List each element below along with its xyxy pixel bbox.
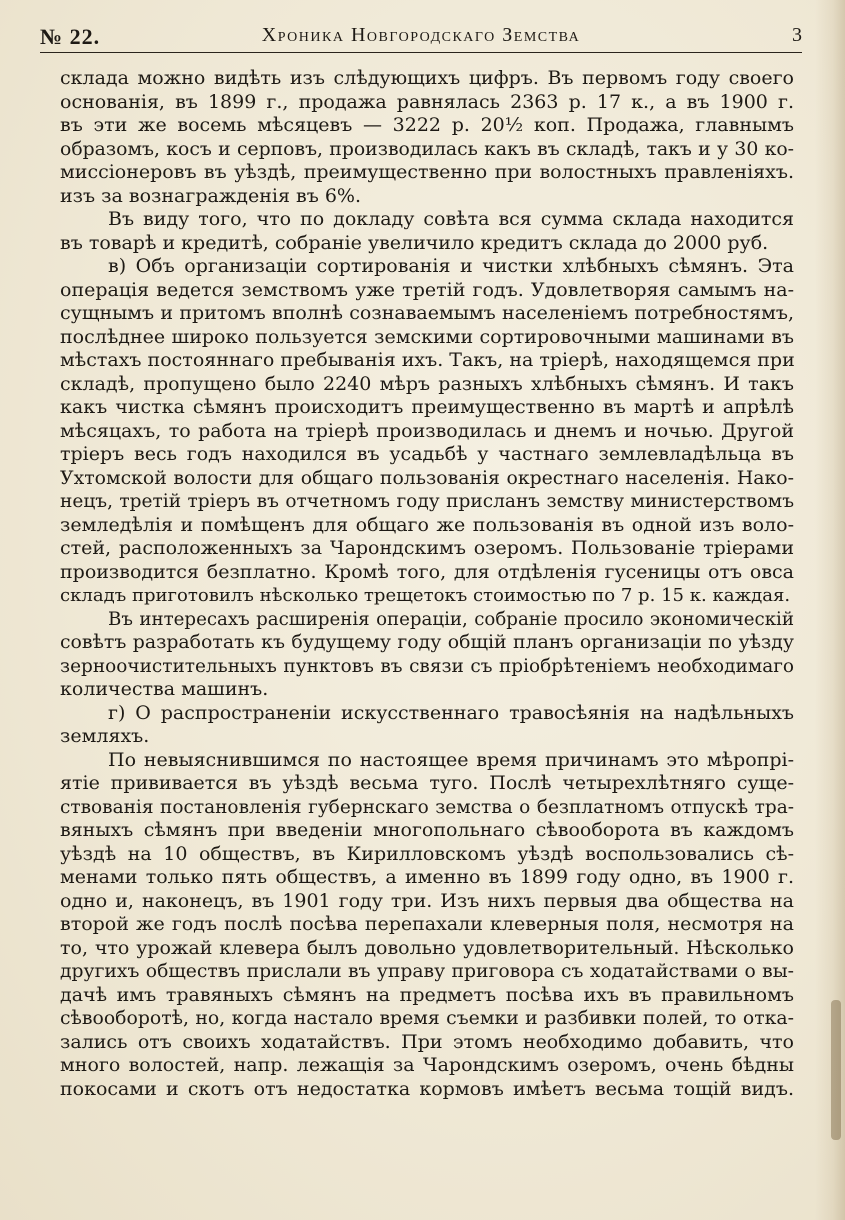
text-line: послѣднее широко пользуется земскими сортировочными машинами въ <box>60 325 794 348</box>
text-line: Въ интересахъ расширенія операціи, собраніе просило экономическій <box>108 608 794 630</box>
text-line: мѣстахъ постояннаго пребыванія ихъ. Такъ, на тріерѣ, находящемся при <box>60 349 795 371</box>
text-line: склада можно видѣть изъ слѣдующихъ цифръ. Въ первомъ году своего <box>60 67 794 89</box>
text-line: изъ за вознагражденія въ 6%. <box>60 184 362 207</box>
text-line: миссіонеровъ въ уѣздѣ, преимущественно при волостныхъ правленіяхъ. <box>60 161 794 183</box>
article-text <box>60 67 794 1101</box>
text-line: земледѣлія и помѣщенъ для общаго же пользованія въ одной изъ воло- <box>60 513 794 536</box>
text-line: По невыяснившимся по настоящее время причинамъ это мѣропрі- <box>108 748 794 771</box>
journal-title: Хроника Новгородскаго Земства <box>261 24 581 46</box>
text-line: ятіе прививается въ уѣздѣ весьма туго. Послѣ четырехлѣтняго суще- <box>60 772 794 794</box>
page-number: 3 <box>792 24 802 46</box>
text-line: много волостей, напр. лежащія за Чарондскимъ озеромъ, очень бѣдны <box>60 1054 794 1076</box>
text-line: Въ виду того, что по докладу совѣта вся сумма склада находится <box>108 208 794 230</box>
text-line: въ товарѣ и кредитѣ, собраніе увеличило кредитъ склада до 2000 руб. <box>60 231 769 254</box>
text-line: производится безплатно. Кромѣ того, для отдѣленія гусеницы отъ овса <box>60 560 794 583</box>
text-line: какъ чистка сѣмянъ происходитъ преимущественно въ мартѣ и апрѣлѣ <box>60 396 794 418</box>
text-line: тріеръ весь годъ находился въ усадьбѣ у частнаго землевладѣльца въ <box>60 443 794 465</box>
text-line: другихъ обществъ прислали въ управу приговора съ ходатайствами о вы- <box>60 961 794 982</box>
text-line: сѣвооборотѣ, но, когда настало время съемки и разбивки полей, то отка- <box>60 1008 794 1029</box>
text-line: нецъ, третій тріеръ въ отчетномъ году присланъ земству министерствомъ <box>60 491 794 512</box>
text-line: количества машинъ. <box>60 678 269 700</box>
text-line: уѣздѣ на 10 обществъ, въ Кирилловскомъ уѣздѣ воспользовались сѣ- <box>60 842 794 865</box>
text-line: дачѣ имъ травяныхъ сѣмянъ на предметъ посѣва ихъ въ правильномъ <box>60 983 794 1006</box>
text-line: мѣсяцахъ, то работа на тріерѣ производилась и днемъ и ночью. Другой <box>60 419 794 442</box>
text-line: сущнымъ и притомъ вполнѣ сознаваемымъ населеніемъ потребностямъ, <box>60 302 794 324</box>
text-line: стей, расположенныхъ за Чарондскимъ озеромъ. Пользованіе тріерами <box>60 537 794 559</box>
text-line: г) О распространеніи искусственнаго травосѣянія на надѣльныхъ <box>108 701 794 724</box>
text-line: Ухтомской волости для общаго пользованія окрестнаго населенія. Нако- <box>60 467 794 489</box>
text-line: ствованія постановленія губернскаго земства о безплатномъ отпускѣ тра- <box>60 796 794 818</box>
text-line: менами только пять обществъ, а именно въ 1899 году одно, въ 1900 г. <box>60 866 794 888</box>
text-line: основанія, въ 1899 г., продажа равнялась 2363 р. 17 к., а въ 1900 г. <box>60 90 794 113</box>
text-line: зались отъ своихъ ходатайствъ. При этомъ необходимо добавить, что <box>60 1030 794 1053</box>
text-line: совѣтъ разработать къ будущему году общій планъ организаціи по уѣзду <box>60 631 794 653</box>
page-edge-stain <box>831 1000 841 1140</box>
text-line: земляхъ. <box>60 725 150 747</box>
text-line: въ эти же восемь мѣсяцевъ — 3222 р. 20½ коп. Продажа, главнымъ <box>60 114 794 136</box>
running-header <box>40 20 802 50</box>
text-line: то, что урожай клевера былъ довольно удовлетворительный. Нѣсколько <box>60 936 794 959</box>
text-line: складъ приготовилъ нѣсколько трещетокъ стоимостью по 7 р. 15 к. каждая. <box>60 585 791 606</box>
text-line: операція ведется земствомъ уже третій годъ. Удовлетворяя самымъ на- <box>60 278 794 301</box>
header-rule <box>40 52 802 53</box>
text-line: второй же годъ послѣ посѣва перепахали клеверныя поля, несмотря на <box>60 913 794 935</box>
text-line: одно и, наконецъ, въ 1901 году три. Изъ нихъ первыя два общества на <box>60 889 794 912</box>
text-line: складѣ, пропущено было 2240 мѣръ разныхъ хлѣбныхъ сѣмянъ. И такъ <box>60 372 794 395</box>
issue-number: № 22. <box>40 24 101 49</box>
text-line: зерноочистительныхъ пунктовъ въ связи съ пріобрѣтеніемъ необходимаго <box>60 655 794 677</box>
text-line: вяныхъ сѣмянъ при введеніи многопольнаго сѣвооборота въ каждомъ <box>60 819 794 841</box>
text-line: в) Объ организаціи сортированія и чистки хлѣбныхъ сѣмянъ. Эта <box>108 255 794 277</box>
text-line: покосами и скотъ отъ недостатка кормовъ имѣетъ весьма тощій видъ. <box>60 1077 794 1100</box>
text-line: образомъ, косъ и серповъ, производилась какъ въ складѣ, такъ и у 30 ко- <box>60 138 794 160</box>
